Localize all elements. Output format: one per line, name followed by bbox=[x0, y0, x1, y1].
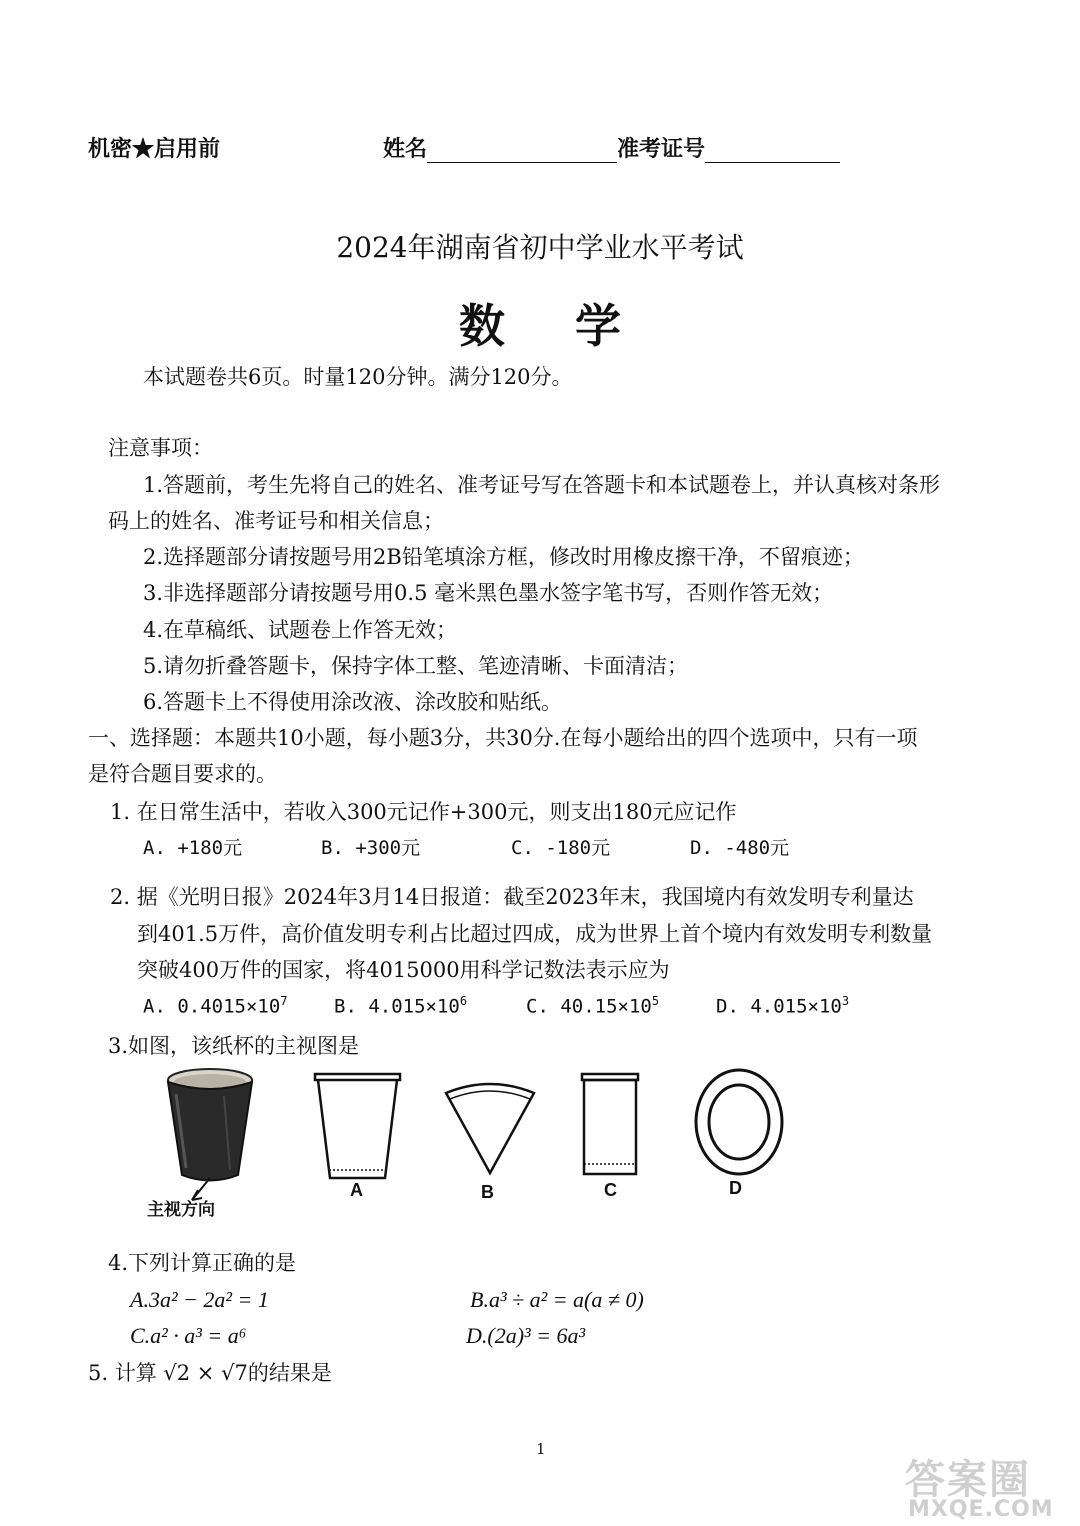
figure-b-label: B bbox=[481, 1182, 494, 1202]
q2-option-c-text: C. 40.15×10 bbox=[526, 995, 652, 1018]
name-label: 姓名 bbox=[383, 136, 428, 162]
page-number: 1 bbox=[536, 1440, 546, 1458]
figure-d-label: D bbox=[729, 1178, 742, 1198]
figure-c-label: C bbox=[604, 1180, 617, 1200]
subject-title: 数学 bbox=[459, 299, 691, 353]
view-direction-label: 主视方向 bbox=[147, 1200, 215, 1219]
question-2-line: 突破400万件的国家，将4015000用科学记数法表示应为 bbox=[137, 958, 670, 982]
q2-option-c-exp: 5 bbox=[651, 994, 660, 1008]
figure-d-rings bbox=[692, 1066, 786, 1178]
watermark-logo: 答案圈 bbox=[905, 1457, 1031, 1503]
q4-option-c: C.a² · a³ = a⁶ bbox=[130, 1323, 247, 1348]
section-heading-cont: 是符合题目要求的。 bbox=[88, 762, 277, 786]
note-item: 6.答题卡上不得使用涂改液、涂改胶和贴纸。 bbox=[143, 690, 563, 714]
q1-option-d: D. -480元 bbox=[690, 837, 790, 859]
q2-option-d bbox=[716, 994, 849, 1017]
question-4-stem: 4.下列计算正确的是 bbox=[108, 1251, 297, 1275]
id-label: 准考证号 bbox=[617, 136, 706, 162]
q2-option-b-text: B. 4.015×10 bbox=[334, 995, 460, 1018]
figure-b-sector bbox=[440, 1075, 540, 1180]
note-item: 3.非选择题部分请按题号用0.5 毫米黑色墨水签字笔书写，否则作答无效； bbox=[143, 581, 834, 605]
figure-a-label: A bbox=[350, 1180, 363, 1200]
q2-option-d-text: D. 4.015×10 bbox=[716, 995, 842, 1018]
q2-option-a-text: A. 0.4015×10 bbox=[143, 995, 281, 1018]
question-2-line: 到401.5万件，高价值发明专利占比超过四成，成为世界上首个境内有效发明专利数量 bbox=[137, 922, 933, 946]
name-field bbox=[383, 132, 840, 163]
question-2-line: 2. 据《光明日报》2024年3月14日报道：截至2023年末，我国境内有效发明专利量达 bbox=[110, 885, 914, 909]
q2-option-a bbox=[143, 994, 288, 1017]
exam-title: 2024年湖南省初中学业水平考试 bbox=[336, 231, 744, 264]
question-5-stem: 5. 计算 √2 × √7的结果是 bbox=[88, 1361, 332, 1385]
question-3-stem: 3.如图，该纸杯的主视图是 bbox=[108, 1034, 360, 1058]
watermark-url: MXQE.COM bbox=[908, 1497, 1054, 1522]
q4-option-a: A.3a² − 2a² = 1 bbox=[130, 1287, 269, 1312]
figure-a-trapezoid bbox=[310, 1068, 405, 1188]
q2-option-b bbox=[334, 994, 467, 1017]
note-item: 4.在草稿纸、试题卷上作答无效； bbox=[143, 618, 458, 642]
note-item: 2.选择题部分请按题号用2B铅笔填涂方框，修改时用橡皮擦干净，不留痕迹； bbox=[143, 545, 864, 569]
q1-option-a: A. +180元 bbox=[143, 837, 243, 859]
q2-option-a-exp: 7 bbox=[280, 994, 288, 1008]
q4-option-d: D.(2a)³ = 6a³ bbox=[466, 1323, 586, 1348]
section-heading: 一、选择题：本题共10小题，每小题3分，共30分.在每小题给出的四个选项中，只有一项 bbox=[88, 726, 918, 750]
q1-option-c: C. -180元 bbox=[511, 837, 611, 859]
q4-option-b: B.a³ ÷ a² = a(a ≠ 0) bbox=[470, 1287, 644, 1312]
note-item: 1.答题前，考生先将自己的姓名、准考证号写在答题卡和本试题卷上，并认真核对条形 bbox=[143, 473, 941, 497]
name-blank bbox=[427, 140, 617, 163]
note-item: 5.请勿折叠答题卡，保持字体工整、笔迹清晰、卡面清洁； bbox=[143, 654, 689, 678]
q1-option-b: B. +300元 bbox=[321, 837, 421, 859]
q2-option-d-exp: 3 bbox=[841, 994, 850, 1008]
notes-heading: 注意事项： bbox=[108, 436, 213, 460]
figure-c-rectangle bbox=[578, 1068, 643, 1180]
question-1-stem: 1. 在日常生活中，若收入300元记作+300元，则支出180元应记作 bbox=[110, 800, 737, 824]
id-blank bbox=[705, 140, 840, 163]
exam-info: 本试题卷共6页。时量120分钟。满分120分。 bbox=[143, 365, 573, 389]
q2-option-c bbox=[526, 994, 659, 1017]
q2-option-b-exp: 6 bbox=[459, 994, 468, 1008]
note-item: 码上的姓名、准考证号和相关信息； bbox=[108, 509, 444, 533]
secret-label: 机密★启用前 bbox=[88, 136, 221, 162]
